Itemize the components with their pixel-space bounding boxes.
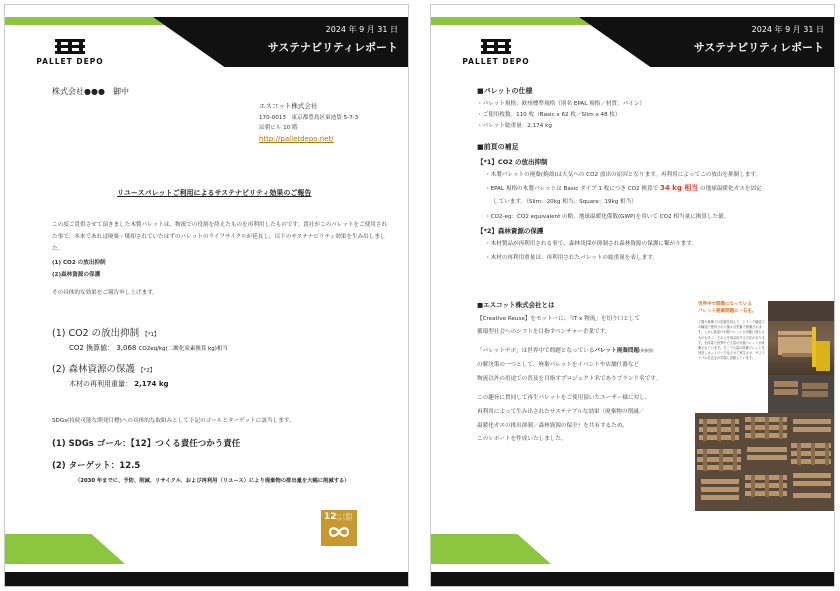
pallet-stack-illustration (695, 413, 834, 511)
wood-weight-row: 木材の再利用重量： 2,174 kg (69, 380, 169, 388)
company-address-line2: 辰朝ビル 10 階 (259, 125, 298, 131)
note-1-heading: 【*1】CO2 の放出抑制 (477, 158, 548, 166)
note-2-line-a: ・木材製品が再利用される事で、森林伐採が抑制され森林資源の保護に繋がります。 (485, 241, 698, 247)
report-title: サステナビリティレポート (693, 41, 824, 54)
infinity-icon (327, 525, 351, 539)
pallet-stack-photo (695, 413, 834, 511)
about-line-5: 物流以外の用途での普及を目指すプロジェクト名でありブランド名です。 (477, 376, 662, 382)
supplement-heading: ■前頁の補足 (477, 143, 519, 151)
footer-bar (431, 572, 834, 586)
footer-accent-bar (5, 534, 125, 564)
spec-line-2: ・ご使用枚数：110 枚（Basic x 62 枚／Slim x 48 枚） (477, 112, 621, 118)
report-title: サステナビリティレポート (267, 41, 398, 54)
warehouse-illustration (768, 301, 834, 413)
co2-value-row: CO2 換算値： 3,068 CO2eq/kg(二酸化炭素換算 kg)相当 (69, 344, 228, 352)
note-2-heading: 【*2】森林資源の保護 (477, 227, 544, 235)
document-title: リユースパレットご利用によるサステナビリティ効果のご報告 (117, 189, 312, 197)
about-heading: ■エスコット株式会社とは (477, 301, 555, 309)
note-1-line-a: ・木製パレットの廃棄(焼却)は大気への CO2 放出の原因となります。再利用によってこの放出を抑制します。 (485, 172, 762, 178)
footer-accent-bar (431, 534, 551, 564)
co2-per-pallet-value: 34 kg 相当 (659, 184, 699, 192)
footer-bar (5, 572, 408, 586)
note-1-line-d: ・CO2-eq：CO2 equivalent の略。地球温暖化係数(GWP)を用いて CO2 相当量に換算した値。 (485, 214, 730, 220)
note-2-line-b: ・木材の再利用重量は、再利用されたパレットの総重量を表します。 (485, 255, 658, 261)
detail-intro: その具体的な効果をご報告申し上げます。 (52, 290, 158, 296)
about-line-9: このレポートを作成いたしました。 (477, 436, 567, 442)
report-date: 2024 年 9 月 31 日 (751, 25, 824, 34)
about-line-6: この趣旨に賛同して再生パレットをご使用頂いたユーザー様に対し、 (477, 395, 651, 401)
report-page-1 (4, 4, 409, 587)
sdg-goal: (1) SDGs ゴール：【12】つくる責任つかう責任 (52, 439, 241, 449)
pallet-icon (481, 39, 511, 55)
wood-weight-value: 2,174 kg (134, 380, 169, 388)
co2-value: 3,068 (116, 344, 137, 352)
note-1-line-b: ・EPAL 規格の木製パレットは Basic タイプ 1 枚につき CO2 換算で 34 kg 相当 の地球温暖化ガスを固定 (485, 184, 762, 192)
about-line-4: の解決策の一つとして、廃棄パレットをイベントや店舗什器など (477, 362, 640, 368)
spec-line-3: ・パレット総重量：2,174 kg (477, 123, 552, 129)
report-page-2 (430, 4, 835, 587)
company-url-link[interactable]: http://palletdepo.net/ (259, 135, 334, 143)
summary-item-2: (2)森林資源の保護 (52, 272, 101, 278)
about-line-8: 温暖化ガスの排出抑制／森林資源の保全）を共有するため、 (477, 423, 628, 429)
report-date: 2024 年 9 月 31 日 (325, 25, 398, 34)
sdgs-intro: SDGs(持続可能な開発目標)への具体的な取組みとして下記のゴールとターゲットに該当します。 (52, 418, 295, 424)
section-2-title: (2) 森林資源の保護 【*2】 (52, 364, 156, 375)
sdg-target: (2) ターゲット：12.5 (52, 461, 141, 471)
about-line-7: 再利用によって生み出されたサステナブルな効果（廃棄物の削減／ (477, 409, 645, 415)
pallet-icon (55, 39, 85, 55)
pallet-depo-logo: PALLET DEPO (451, 39, 541, 66)
warehouse-photo (768, 301, 834, 413)
pallet-depo-logo: PALLET DEPO (25, 39, 115, 66)
sdg-12-icon: 12 つくる責任 つかう責任 (321, 510, 357, 546)
intro-line-3: た。 (52, 246, 64, 252)
addressee: 株式会社●●● 御中 (52, 87, 129, 96)
intro-line-2: た事で、本来であれば廃棄・焼却されていたはずのパレットのライフサイクルが延長し、以下のサステナビリティ効果を生み出しまし (52, 234, 386, 240)
spec-line-1: ・パレット規格：欧州標準規格（別名 EPAL 規格／材質：パイン） (477, 101, 646, 107)
section-1-title: (1) CO2 の放出抑制 【*1】 (52, 328, 160, 339)
company-name: エスコット株式会社 (259, 102, 318, 110)
about-line-1: 【Creative Reuse】をモットーに、「IT x 物流」を切り口として (477, 316, 641, 322)
about-line-3: 「パレットデポ」は世界中で問題となっているパレット廃棄問題(※参照) (477, 348, 654, 354)
promo-text-block: 世界中で問題になっている パレット廃棄問題に一石を。 工場や倉庫での役割を終えて、トラック輸送での輸送で使用された様々な型番で廃棄されます。しかし新品の木製パレットと同様に使えるものも多く、それらを再活用する方法があります。全体量で世界中で大量の木製パレットが廃棄されています。そこで大量の廃棄パレットを回収しネットワーク化させて再生させ、サステナブルな社会の実現に貢献しています。 (698, 302, 765, 361)
summary-item-1: (1) CO2 の放出抑制 (52, 260, 106, 266)
intro-line-1: この度ご貴供させて頂きました木製パレットは、物流での役割を終えたものを再利用したものです。貴社がこのパレットをご使用され (52, 222, 388, 228)
spec-heading: ■パレットの仕様 (477, 87, 533, 95)
company-address-line1: 170-0013 東京都豊島区東池袋 5-7-3 (259, 115, 359, 121)
about-line-2: 循環型社会へのシフトを目指すベンチャー企業です。 (477, 329, 611, 335)
sdg-target-description: （2030 年までに、予防、削減、リサイクル、および再利用（リユース）により廃棄物の排出量を大幅に削減する） (75, 478, 350, 484)
note-1-line-c: しています。（Slim：20kg 相当、Square：19kg 相当） (493, 199, 637, 205)
